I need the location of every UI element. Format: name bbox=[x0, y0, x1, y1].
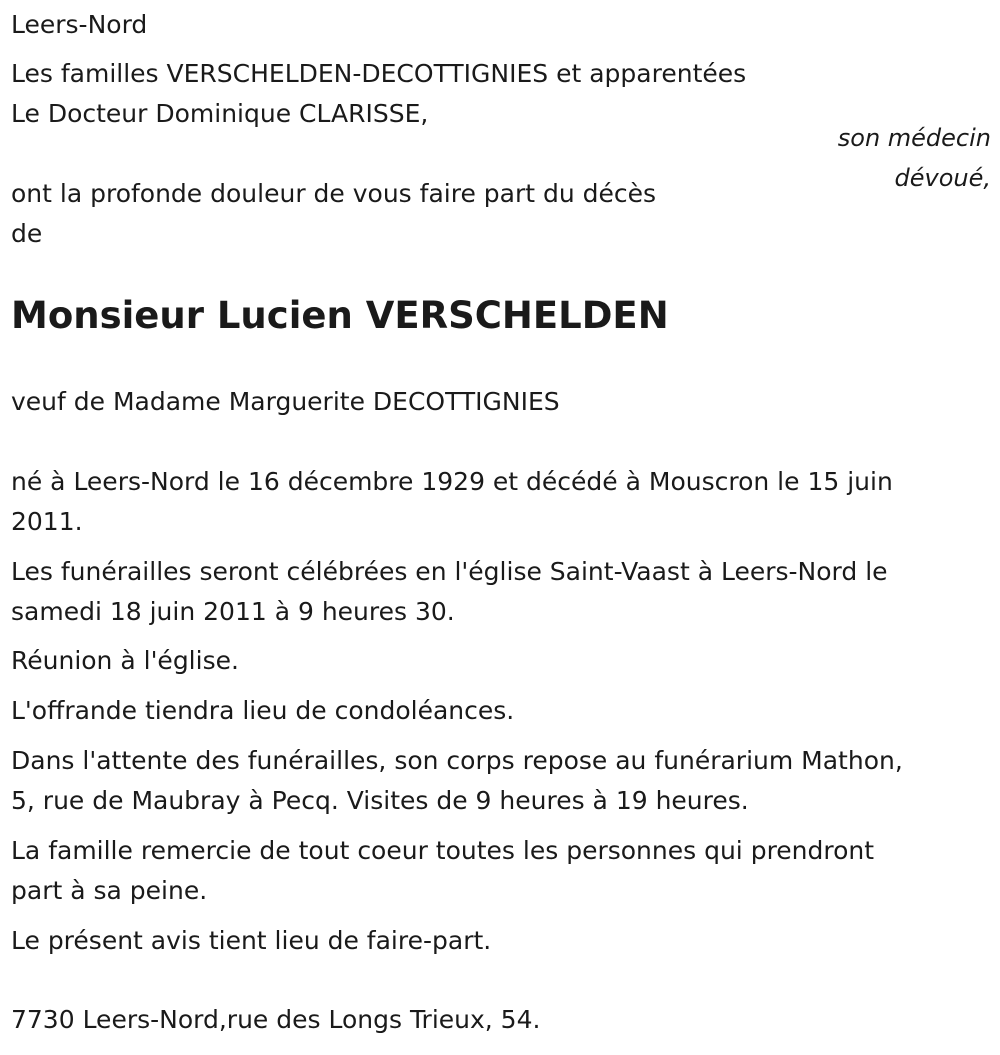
doctor-note bbox=[838, 118, 991, 198]
doctor-note-line-1: son médecin bbox=[837, 124, 991, 152]
thanks-line-1: La famille remercie de tout coeur toutes les personnes qui prendront bbox=[11, 836, 875, 865]
rest-line-2: 5, rue de Maubray à Pecq. Visites de 9 heures à 19 heures. bbox=[11, 786, 749, 815]
birth-death-line-2: 2011. bbox=[11, 507, 83, 536]
birth-death-line-1: né à Leers-Nord le 16 décembre 1929 et décédé à Mouscron le 15 juin bbox=[11, 467, 893, 496]
funeral-line-1: Les funérailles seront célébrées en l'église Saint-Vaast à Leers-Nord le bbox=[11, 557, 888, 586]
address-line: 7730 Leers-Nord,rue des Longs Trieux, 54. bbox=[11, 1005, 541, 1034]
announcement-line-1: ont la profonde douleur de vous faire part du décès bbox=[11, 179, 657, 208]
families-line: Les familles VERSCHELDEN-DECOTTIGNIES et apparentées bbox=[11, 59, 747, 88]
location-heading: Leers-Nord bbox=[11, 10, 148, 39]
doctor-line: Le Docteur Dominique CLARISSE, bbox=[11, 99, 429, 128]
meeting-line: Réunion à l'église. bbox=[11, 646, 239, 675]
thanks-line-2: part à sa peine. bbox=[11, 876, 208, 905]
deceased-name: Monsieur Lucien VERSCHELDEN bbox=[11, 294, 669, 337]
widower-line: veuf de Madame Marguerite DECOTTIGNIES bbox=[11, 387, 560, 416]
notice-line: Le présent avis tient lieu de faire-part. bbox=[11, 926, 492, 955]
doctor-note-line-2: dévoué, bbox=[894, 164, 991, 192]
rest-line-1: Dans l'attente des funérailles, son corps repose au funérarium Mathon, bbox=[11, 746, 903, 775]
offering-line: L'offrande tiendra lieu de condoléances. bbox=[11, 696, 515, 725]
funeral-line-2: samedi 18 juin 2011 à 9 heures 30. bbox=[11, 597, 455, 626]
announcement-line-2: de bbox=[11, 219, 43, 248]
